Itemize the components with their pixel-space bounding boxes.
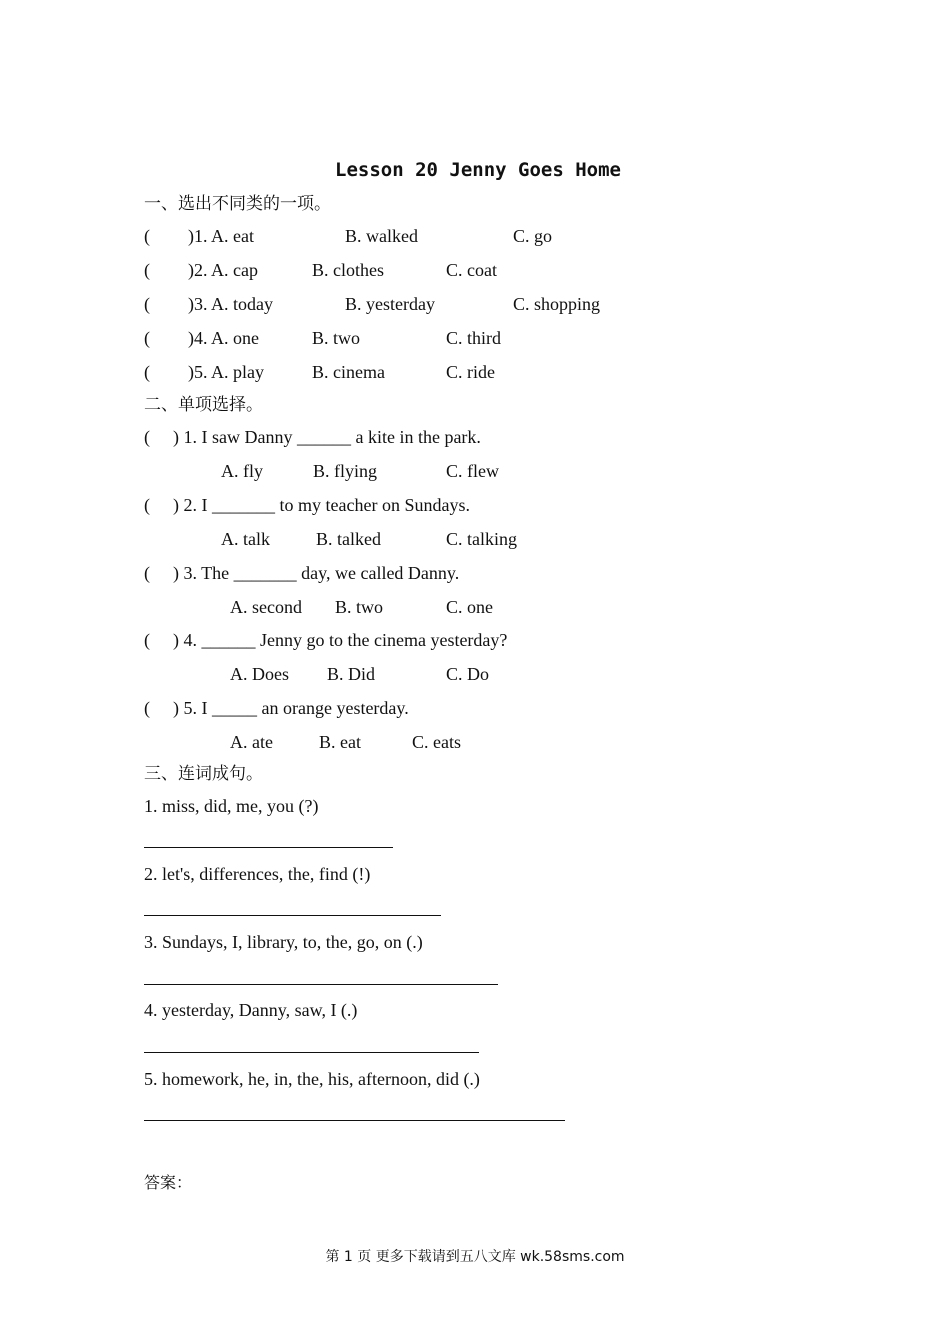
s2-q5-paren: ( — [144, 698, 150, 718]
s2-q5-question: ) 5. I _____ an orange yesterday. — [173, 698, 409, 718]
page-title: Lesson 20 Jenny Goes Home — [335, 159, 621, 181]
s2-q4-option-b: B. Did — [327, 664, 376, 684]
s2-q1-option-b: B. flying — [313, 461, 378, 481]
s2-q4-option-c: C. Do — [446, 664, 490, 684]
s2-q4-paren: ( — [144, 630, 150, 650]
s1-q5-option-c: C. ride — [446, 362, 495, 382]
s1-q3-paren: ( — [144, 294, 150, 314]
s2-q4-option-a: A. Does — [230, 664, 289, 684]
s3-q2-prompt: 2. let's, differences, the, find (!) — [144, 864, 371, 884]
s2-q3-option-b: B. two — [335, 597, 384, 617]
s3-q1-prompt: 1. miss, did, me, you (?) — [144, 796, 319, 816]
s2-q1-option-a: A. fly — [221, 461, 263, 481]
s2-q1-paren: ( — [144, 427, 150, 447]
s3-q4-answer-line[interactable] — [144, 1052, 479, 1053]
s1-q2-option-b: B. clothes — [312, 260, 384, 280]
s2-q3-option-a: A. second — [230, 597, 302, 617]
s3-q5-answer-line[interactable] — [144, 1120, 565, 1121]
s1-q2-paren: ( — [144, 260, 150, 280]
s1-q4-option-c: C. third — [446, 328, 502, 348]
s1-q3-option-a: )3. A. today — [188, 294, 273, 314]
s2-q2-option-c: C. talking — [446, 529, 517, 549]
s1-q4-option-a: )4. A. one — [188, 328, 259, 348]
section2-heading: 二、单项选择。 — [144, 395, 263, 415]
answer-label: 答案： — [144, 1173, 193, 1192]
s1-q3-option-c: C. shopping — [513, 294, 601, 314]
s1-q1-option-b: B. walked — [345, 226, 418, 246]
s1-q3-option-b: B. yesterday — [345, 294, 435, 314]
s1-q5-option-a: )5. A. play — [188, 362, 264, 382]
s2-q4-question: ) 4. ______ Jenny go to the cinema yesterday? — [173, 630, 508, 650]
s1-q4-paren: ( — [144, 328, 150, 348]
page-footer: 第 1 页 更多下载请到五八文库 wk.58sms.com — [325, 1249, 625, 1265]
s1-q1-option-a: )1. A. eat — [188, 226, 254, 246]
s2-q1-question: ) 1. I saw Danny ______ a kite in the park. — [173, 427, 481, 447]
s2-q5-option-c: C. eats — [412, 732, 461, 752]
s1-q4-option-b: B. two — [312, 328, 361, 348]
s1-q5-paren: ( — [144, 362, 150, 382]
s2-q3-option-c: C. one — [446, 597, 493, 617]
s1-q2-option-a: )2. A. cap — [188, 260, 258, 280]
s2-q2-option-a: A. talk — [221, 529, 270, 549]
section3-heading: 三、连词成句。 — [144, 764, 263, 784]
s2-q3-question: ) 3. The _______ day, we called Danny. — [173, 563, 460, 583]
s3-q5-prompt: 5. homework, he, in, the, his, afternoon, did (.) — [144, 1069, 480, 1089]
s3-q2-answer-line[interactable] — [144, 915, 441, 916]
s2-q3-paren: ( — [144, 563, 150, 583]
s3-q4-prompt: 4. yesterday, Danny, saw, I (.) — [144, 1000, 358, 1020]
s1-q2-option-c: C. coat — [446, 260, 497, 280]
s3-q3-prompt: 3. Sundays, I, library, to, the, go, on (.) — [144, 932, 423, 952]
s3-q3-answer-line[interactable] — [144, 984, 498, 985]
s1-q1-option-c: C. go — [513, 226, 553, 246]
s2-q2-option-b: B. talked — [316, 529, 381, 549]
s1-q5-option-b: B. cinema — [312, 362, 385, 382]
s2-q2-question: ) 2. I _______ to my teacher on Sundays. — [173, 495, 470, 515]
section1-heading: 一、选出不同类的一项。 — [144, 194, 331, 214]
s1-q1-paren: ( — [144, 226, 150, 246]
s3-q1-answer-line[interactable] — [144, 847, 393, 848]
s2-q2-paren: ( — [144, 495, 150, 515]
s2-q5-option-a: A. ate — [230, 732, 273, 752]
s2-q5-option-b: B. eat — [319, 732, 361, 752]
s2-q1-option-c: C. flew — [446, 461, 499, 481]
